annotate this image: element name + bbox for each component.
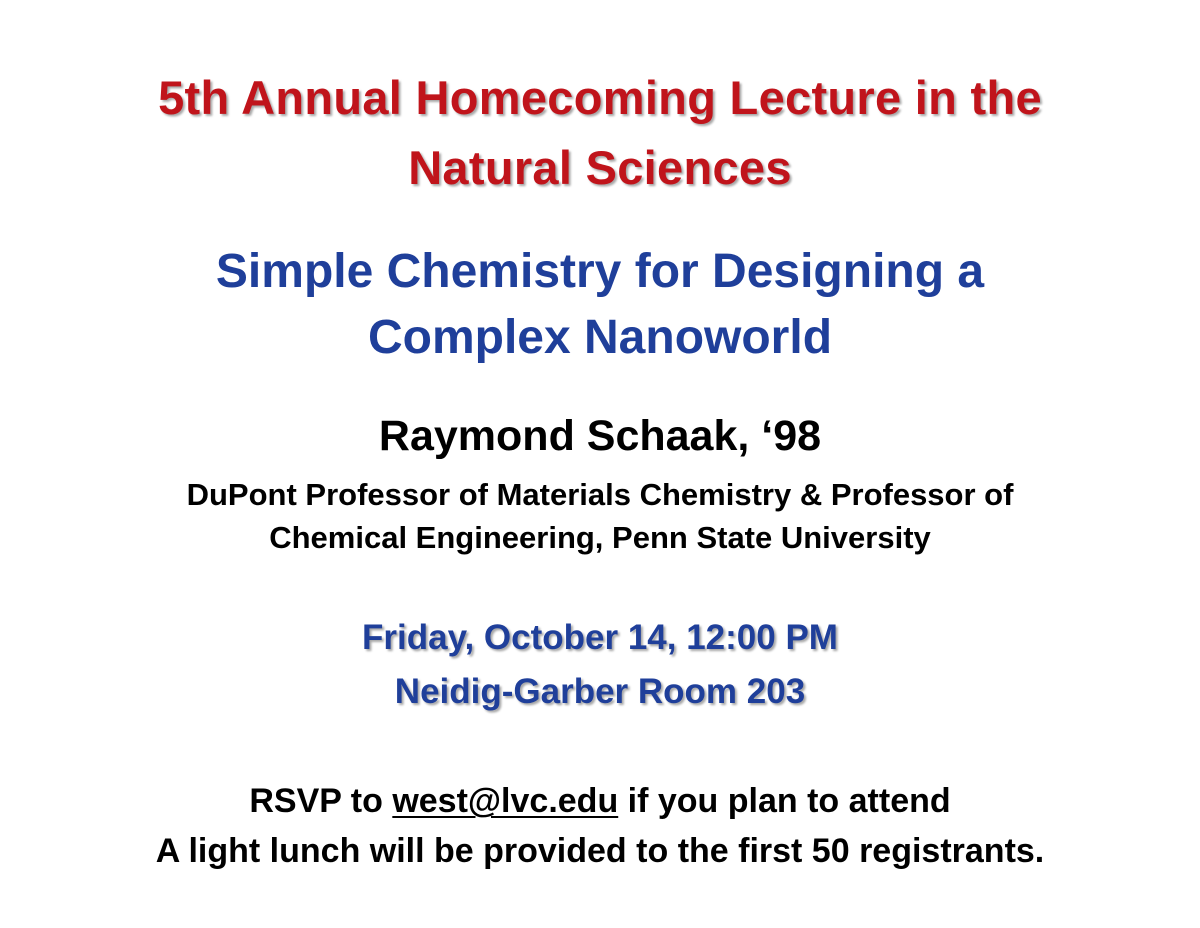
speaker-name: Raymond Schaak, ‘98 (378, 412, 822, 460)
rsvp-line (0, 782, 1200, 821)
talk-title-line-1: Simple Chemistry for Designing a (215, 245, 985, 298)
lunch-note: A light lunch will be provided to the first 50 registrants. (155, 832, 1045, 870)
speaker-role-line-1: DuPont Professor of Materials Chemistry & Professor of (186, 477, 1014, 512)
event-title-line-1: 5th Annual Homecoming Lecture in the (158, 71, 1042, 124)
rsvp-suffix: if you plan to attend (618, 782, 951, 820)
speaker-role-line-2: Chemical Engineering, Penn State University (269, 520, 931, 555)
event-datetime: Friday, October 14, 12:00 PM (362, 618, 838, 657)
talk-title-line-2: Complex Nanoworld (367, 311, 833, 364)
rsvp-prefix: RSVP to (249, 782, 393, 820)
event-location: Neidig-Garber Room 203 (394, 672, 806, 711)
rsvp-email-link[interactable]: west@lvc.edu (392, 782, 619, 820)
event-title-line-2: Natural Sciences (408, 141, 792, 194)
